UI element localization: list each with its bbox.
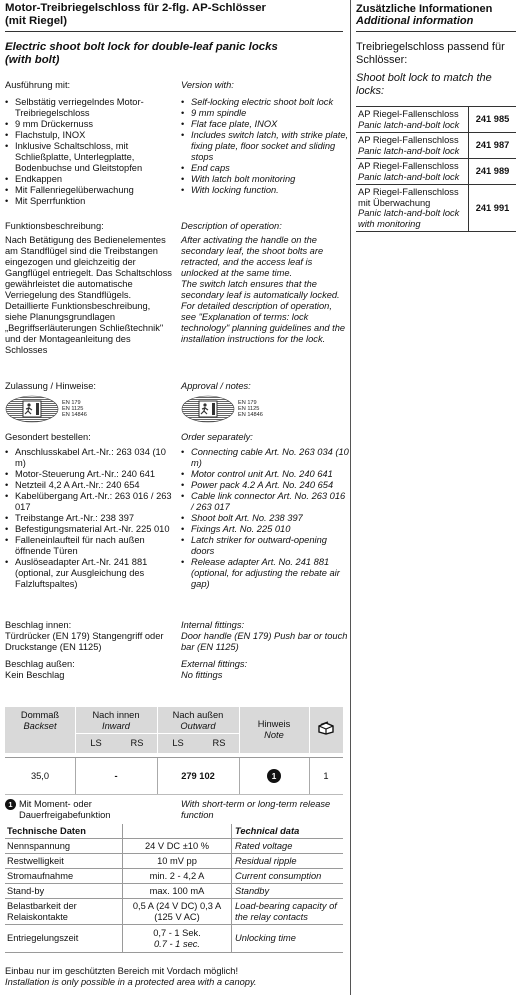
title-en-line2: (with bolt) <box>5 54 60 66</box>
table-row <box>5 884 343 899</box>
tech-value: min. 2 - 4,2 A <box>122 869 232 883</box>
table-row <box>5 854 343 869</box>
header-note <box>239 719 309 741</box>
header-label: Outward <box>180 721 216 731</box>
header-label: Nach innen <box>92 710 140 720</box>
list-item: • Netzteil 4,2 A Art.-Nr.: 240 654 <box>5 480 173 491</box>
approval-head-en: Approval / notes: <box>181 381 251 391</box>
header-rs-outward: RS <box>212 738 226 748</box>
tech-label-de: Belastbarkeit der Relaiskontakte <box>7 900 77 922</box>
cert-badge <box>181 395 349 423</box>
header-ls-outward: LS <box>172 738 184 748</box>
lock-name-de: AP Riegel-Fallenschloss mit Überwachung <box>358 187 459 208</box>
tech-label-de: Nennspannung <box>7 840 71 851</box>
list-item: • Includes switch latch, with strike plate, fixing plate, floor socket and sliding stops <box>181 130 349 163</box>
tech-label-en: Standby <box>235 885 270 896</box>
list-item: • Mit Fallenriegelüberwachung <box>5 185 173 196</box>
lock-name-en: Panic latch-and-bolt lock <box>358 171 460 182</box>
table-row <box>5 869 343 884</box>
header-outward <box>157 710 239 732</box>
list-item: • Motor control unit Art. No. 240 641 <box>181 469 349 480</box>
tech-label-en: Current consumption <box>235 870 322 881</box>
tech-header <box>5 824 343 839</box>
sidebar-rule <box>356 31 516 32</box>
title-de-line2: (mit Riegel) <box>5 15 68 27</box>
inner-text-de: Türdrücker (EN 179) Stangengriff oder Druckstange (EN 1125) <box>5 631 164 652</box>
lock-name <box>356 133 469 158</box>
cert-code: EN 179 <box>238 399 257 406</box>
emergency-exit-icon <box>5 395 59 423</box>
sidebar-title <box>356 3 516 27</box>
list-item: • Latch striker for outward-opening doors <box>181 535 349 557</box>
cert-codes <box>62 400 87 419</box>
lock-name-en: Panic latch-and-bolt lock with monitoring <box>358 208 460 229</box>
lock-name-de: AP Riegel-Fallenschloss <box>358 135 459 145</box>
design-en <box>181 80 349 196</box>
cert-codes <box>238 400 263 419</box>
header-label: Inward <box>102 721 130 731</box>
lock-name <box>356 159 469 184</box>
divider <box>239 758 240 794</box>
list-item: • Falleneinlaufteil für nach außen öffnende Türen <box>5 535 173 557</box>
approval-head-de: Zulassung / Hinweise: <box>5 381 96 391</box>
table-row <box>356 159 516 185</box>
table-row <box>356 107 516 133</box>
list-item: • Motor-Steuerung Art.-Nr.: 240 641 <box>5 469 173 480</box>
cell-backset: 35,0 <box>30 771 50 781</box>
cert-code: EN 179 <box>62 399 81 406</box>
tech-label-en: Load-bearing capacity of the relay contacts <box>235 900 337 922</box>
list-item: • 9 mm spindle <box>181 108 349 119</box>
list-item: • Self-locking electric shoot bolt lock <box>181 97 349 108</box>
tech-value: 10 mV pp <box>122 854 232 868</box>
package-icon <box>309 721 343 738</box>
function-text-en-1: After activating the handle on the secondary leaf, the shoot bolts are retracted, and the access leaf is unlocked at the same time. <box>181 235 324 278</box>
outer-text-en: No fittings <box>181 670 223 680</box>
order-list-de <box>5 447 173 590</box>
tech-value <box>122 925 232 952</box>
tech-head-en: Technical data <box>235 825 300 836</box>
list-item: • Selbstätig verriegelndes Motor-Treibriegelschloss <box>5 97 173 119</box>
tech-label-de: Stand-by <box>7 885 45 896</box>
design-list-de <box>5 97 173 207</box>
table-row <box>5 899 343 925</box>
tech-head-de: Technische Daten <box>7 825 86 836</box>
column-divider <box>350 0 351 995</box>
lock-article-no: 241 989 <box>475 166 510 176</box>
list-item: • Cable link connector Art. No. 263 016 / 263 017 <box>181 491 349 513</box>
tech-label-en: Unlocking time <box>235 933 296 943</box>
sidebar-intro-en: Shoot bolt lock to match the locks: <box>356 72 492 97</box>
function-text-de: Nach Betätigung des Bedienelementes am Standflügel sind die Treibstangen eingezogen und gleichzeitig der Gangflügel entriegelt. Das Schaltschloss gewährleistet die automatische Verriegelung des Standflügels. Detaillierte Funktionsbeschreibung, siehe Planungsgrundlagen „Begriffserläuterungen Schließtechnik" und der Montageanleitung des Schlosses <box>5 235 172 355</box>
list-item: • Endkappen <box>5 174 173 185</box>
cell-qty: 1 <box>323 771 329 781</box>
lock-article-no: 241 985 <box>475 114 510 124</box>
header-inward <box>75 710 157 732</box>
order-head-de: Gesondert bestellen: <box>5 432 91 442</box>
footnote-text-en: With short-term or long-term release function <box>181 799 331 820</box>
cell-outward: 279 102 <box>181 771 215 781</box>
tech-value: max. 100 mA <box>122 884 232 898</box>
sidebar-title-de: Zusätzliche Informationen <box>356 3 493 15</box>
list-item: • Treibstange Art.-Nr.: 238 397 <box>5 513 173 524</box>
title-en-block <box>5 41 343 67</box>
function-de <box>5 221 173 356</box>
list-item: • Power pack 4.2 A Art. No. 240 654 <box>181 480 349 491</box>
header-ls-inward: LS <box>90 738 102 748</box>
tech-label-en: Residual ripple <box>235 855 297 866</box>
tech-label-de: Entriegelungszeit <box>7 933 79 943</box>
lock-name-en: Panic latch-and-bolt lock <box>358 119 460 130</box>
tech-label-de: Stromaufnahme <box>7 870 74 881</box>
lock-name <box>356 185 469 231</box>
cert-code: EN 14846 <box>238 412 263 419</box>
list-item: • Inklusive Schaltschloss, mit Schließplatte, Unterlegplatte, Bodenbuchse und Gleitstopfen <box>5 141 173 174</box>
function-text-en-3: For detailed description of operation, see "Explanation of terms: lock technology" planning guidelines and the installation instructions for the lock. <box>181 301 346 344</box>
approval-de <box>5 381 173 423</box>
table-row <box>5 757 343 795</box>
inner-head-de: Beschlag innen: <box>5 620 72 630</box>
table-header <box>5 707 343 753</box>
function-head-en: Description of operation: <box>181 221 282 231</box>
list-item: • Shoot bolt Art. No. 238 397 <box>181 513 349 524</box>
inner-text-en: Door handle (EN 179) Push bar or touch bar (EN 1125) <box>181 631 348 652</box>
design-list-en <box>181 97 349 196</box>
cert-badge <box>5 395 173 423</box>
footer-note-de: Einbau nur im geschützten Bereich mit Vordach möglich! <box>5 966 239 976</box>
tech-label-de: Restwelligkeit <box>7 855 64 866</box>
lock-name-de: AP Riegel-Fallenschloss <box>358 109 459 119</box>
header-label: Note <box>264 730 284 740</box>
cert-code: EN 1125 <box>238 405 260 412</box>
list-item: • Flachstulp, INOX <box>5 130 173 141</box>
title-rule <box>5 31 343 32</box>
sidebar-title-en: Additional information <box>356 15 474 27</box>
list-item: • With latch bolt monitoring <box>181 174 349 185</box>
table-row <box>356 185 516 232</box>
title-en-line1: Electric shoot bolt lock for double-leaf panic locks <box>5 41 278 53</box>
header-rs-inward: RS <box>130 738 144 748</box>
tech-value-en: 0.7 - 1 sec. <box>154 938 200 949</box>
table-row <box>5 925 343 953</box>
tech-label-en: Rated voltage <box>235 840 293 851</box>
footer-note-en: Installation is only possible in a protected area with a canopy. <box>5 977 257 987</box>
compatible-locks-table <box>356 106 516 232</box>
design-head-en: Version with: <box>181 80 234 90</box>
cell-inward: - <box>114 771 118 781</box>
lock-name-en: Panic latch-and-bolt lock <box>358 145 460 156</box>
note-marker: 1 <box>267 769 281 783</box>
list-item: • Auslöseadapter Art.-Nr. 241 881 (optional, zur Ausgleichung des Falzluftspaltes) <box>5 557 173 590</box>
list-item: • Flat face plate, INOX <box>181 119 349 130</box>
fittings-en <box>181 620 349 681</box>
list-item: • Befestigungsmaterial Art.-Nr. 225 010 <box>5 524 173 535</box>
footnote-text-de: Mit Moment- oder Dauerfreigabefunktion <box>19 799 111 820</box>
list-item: • With locking function. <box>181 185 349 196</box>
list-item: • Connecting cable Art. No. 263 034 (10 m) <box>181 447 349 469</box>
function-text-en-2: The switch latch ensures that the secondary leaf is automatically locked. <box>181 279 340 300</box>
tech-value-de: 0,7 - 1 Sek. <box>153 927 201 938</box>
header-backset <box>5 710 75 732</box>
footnote-de <box>5 799 173 821</box>
title-block <box>5 2 343 28</box>
list-item: • Mit Sperrfunktion <box>5 196 173 207</box>
fittings-de <box>5 620 173 681</box>
design-de <box>5 80 173 207</box>
footnote-marker: 1 <box>5 799 16 810</box>
order-de <box>5 432 173 590</box>
header-label: Hinweis <box>257 719 291 729</box>
header-label: Backset <box>23 721 57 731</box>
function-head-de: Funktionsbeschreibung: <box>5 221 104 231</box>
list-item: • Fixings Art. No. 225 010 <box>181 524 349 535</box>
order-en <box>181 432 349 590</box>
cert-code: EN 14846 <box>62 412 87 419</box>
sidebar-intro-de: Treibriegelschloss passend für Schlösser: <box>356 41 505 66</box>
tech-value: 0,5 A (24 V DC) 0,3 A (125 V AC) <box>122 899 232 924</box>
approval-en <box>181 381 349 423</box>
outer-head-en: External fittings: <box>181 659 248 669</box>
list-item: • Kabelübergang Art.-Nr.: 263 016 / 263 017 <box>5 491 173 513</box>
cert-code: EN 1125 <box>62 405 84 412</box>
outer-text-de: Kein Beschlag <box>5 670 65 680</box>
divider <box>75 733 239 734</box>
lock-name-de: AP Riegel-Fallenschloss <box>358 161 459 171</box>
order-list-en <box>181 447 349 590</box>
list-item: • Release adapter Art. No. 241 881 (optional, for adjusting the rebate air gap) <box>181 557 349 590</box>
tech-head-mid <box>122 824 232 838</box>
list-item: • Anschlusskabel Art.-Nr.: 263 034 (10 m) <box>5 447 173 469</box>
list-item: • End caps <box>181 163 349 174</box>
outer-head-de: Beschlag außen: <box>5 659 75 669</box>
table-row <box>5 839 343 854</box>
emergency-exit-icon <box>181 395 235 423</box>
function-en <box>181 221 349 345</box>
design-head-de: Ausführung mit: <box>5 80 71 90</box>
header-label: Dommaß <box>20 710 60 720</box>
tech-value: 24 V DC ±10 % <box>122 839 232 853</box>
inner-head-en: Internal fittings: <box>181 620 245 630</box>
table-row <box>356 133 516 159</box>
header-label: Nach außen <box>172 710 224 720</box>
order-head-en: Order separately: <box>181 432 253 442</box>
title-de-line1: Motor-Treibriegelschloss für 2-flg. AP-Schlösser <box>5 2 266 14</box>
lock-article-no: 241 991 <box>475 202 510 213</box>
list-item: • 9 mm Drückernuss <box>5 119 173 130</box>
lock-article-no: 241 987 <box>475 140 510 150</box>
lock-name <box>356 107 469 132</box>
